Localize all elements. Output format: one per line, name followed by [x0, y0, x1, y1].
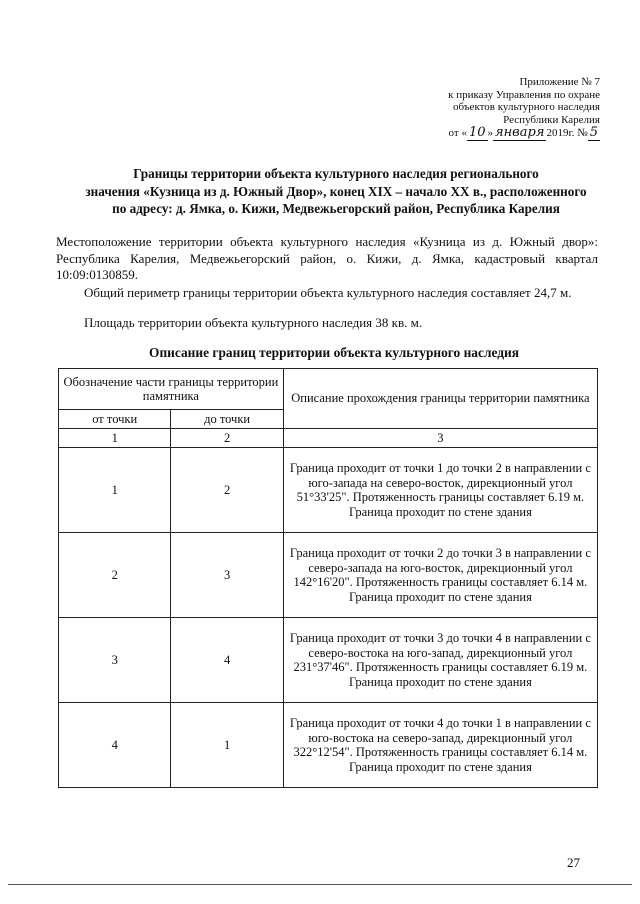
description-cell: Граница проходит от точки 2 до точки 3 в направлении с северо-запада на юго-восток, дирекционный угол 142°16'20". Протяженность границы составляет 6.14 м. Граница проходит по стене здания — [283, 533, 597, 618]
table-row — [59, 703, 598, 788]
description-cell: Граница проходит от точки 1 до точки 2 в направлении с юго-запада на северо-восток, дирекционный угол 51°33'25". Протяженность границы составляет 6.19 м. Граница проходит по стене здания — [283, 448, 597, 533]
appendix-header — [448, 76, 600, 140]
description-cell: Граница проходит от точки 4 до точки 1 в направлении с юго-востока на северо-запад, дирекционный угол 322°12'54". Протяженность границы составляет 6.14 м. Граница проходит по стене здания — [283, 703, 597, 788]
table-row — [59, 448, 598, 533]
title-line-3: по адресу: д. Ямка, о. Кижи, Медвежьегорский район, Республика Карелия — [112, 201, 560, 216]
header-from-point: от точки — [59, 410, 171, 429]
to-point-cell: 1 — [171, 703, 283, 788]
title-line-2: значения «Кузница из д. Южный Двор», конец XIX – начало XX в., расположенного — [85, 183, 587, 199]
header-to-point: до точки — [171, 410, 283, 429]
column-number-3: 3 — [283, 429, 597, 448]
to-point-cell: 3 — [171, 533, 283, 618]
header-boundary-description: Описание прохождения границы территории памятника — [283, 369, 597, 429]
appendix-line-4: Республики Карелия — [503, 113, 600, 126]
from-point-cell: 1 — [59, 448, 171, 533]
page-number: 27 — [567, 855, 580, 870]
column-number-1: 1 — [59, 429, 171, 448]
from-point-cell: 4 — [59, 703, 171, 788]
table-title: Описание границ территории объекта культурного наследия — [149, 345, 519, 360]
appendix-line-1: Приложение № 7 — [519, 76, 600, 88]
header-boundary-part: Обозначение части границы территории памятника — [59, 369, 284, 410]
from-point-cell: 2 — [59, 533, 171, 618]
from-point-cell: 3 — [59, 618, 171, 703]
order-date-line — [448, 127, 600, 140]
location-text: Местоположение территории объекта культурного наследия «Кузница из д. Южный двор»: Республика Карелия, Медвежьегорский район, о. Кижи, д. Ямка, кадастровый квартал 10:09:0130859. — [56, 234, 598, 282]
scan-edge-line — [8, 884, 632, 885]
location-paragraph — [56, 234, 598, 284]
appendix-line-2: к приказу Управления по охране — [448, 88, 600, 101]
perimeter-paragraph — [56, 285, 598, 302]
table-row — [59, 618, 598, 703]
area-paragraph — [56, 315, 598, 332]
column-number-2: 2 — [171, 429, 283, 448]
description-cell: Граница проходит от точки 3 до точки 4 в направлении с северо-востока на юго-запад, дирекционный угол 231°37'46". Протяженность границы составляет 6.19 м. Граница проходит по стене здания — [283, 618, 597, 703]
date-month-handwritten: января — [495, 125, 545, 140]
area-text: Площадь территории объекта культурного наследия 38 кв. м. — [84, 315, 423, 330]
date-day-handwritten: 10 — [468, 125, 486, 140]
date-year: 2019г. № — [546, 127, 588, 139]
document-title — [56, 165, 616, 218]
to-point-cell: 4 — [171, 618, 283, 703]
title-line-1: Границы территории объекта культурного наследия регионального — [133, 166, 539, 181]
perimeter-text: Общий периметр границы территории объекта культурного наследия составляет 24,7 м. — [84, 285, 572, 300]
date-mid: » — [487, 127, 494, 139]
order-number-handwritten: 5 — [589, 125, 598, 140]
boundary-table — [58, 368, 598, 788]
appendix-line-3: объектов культурного наследия — [453, 101, 600, 113]
date-prefix: от « — [448, 127, 467, 139]
to-point-cell: 2 — [171, 448, 283, 533]
table-row — [59, 533, 598, 618]
